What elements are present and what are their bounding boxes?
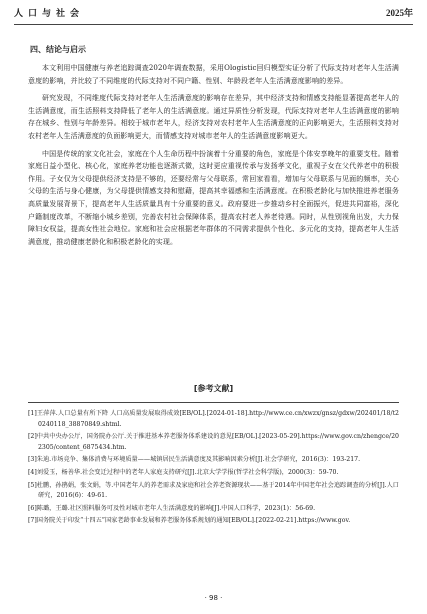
reference-item: [3]朱迪.市场竞争、集体消费与环境质量——城镇居民生活满意度及其影响因素分析[J].社会学研究，2016(3)：193-217. [28, 456, 361, 464]
references-rule [28, 402, 399, 403]
paragraph-2: 研究发现，不同维度代际支持对老年人生活满意度的影响存在差异，其中经济支持和情感支持能显著提高老年人的生活满意度，而生活照料支持降低了老年人的生活满意度。通过异质性分析发现，代际支持对老年人生活满意度的影响存在城乡、性别与年龄差异。相较于城市老年人，经济支持对农村老年人生活满意度的正向影响更大，生活照料支持对农村老年人生活满意度的负面影响更大，而情感支持对城市老年人的生活满意度影响更大。 [28, 94, 399, 140]
issue-year: 2025年 [385, 8, 413, 18]
reference-item: [2]中共中央办公厅，国务院办公厅.关于推进基本养老服务体系建设的意见[EB/OL].[2023-05-29].https://www.gov.cn/zhengce/202305/content_6875434.htm. [28, 433, 399, 451]
reference-item: [7]国务院关于印发“十四五”国家老龄事业发展和养老服务体系规划的通知[EB/OL].[2022-02-21].https://www.gov. [28, 517, 351, 525]
reference-list [28, 409, 399, 529]
references-title: [参考文献] [193, 384, 234, 393]
reference-item: [5]杜鹏，孙鹃娟，张文娟，等.中国老年人的养老需求及家庭和社会养老资源现状——基于2014年中国老年社会追踪调查的分析[J].人口研究，2016(6)：49-61. [28, 481, 399, 500]
section-title: 四、结论与启示 [30, 45, 86, 54]
page-number: · 98 · [204, 594, 223, 602]
paragraph-3: 中国是传统的家文化社会，家庭在个人生命历程中扮演着十分重要的角色，家庭是个体安享晚年的重要支柱。随着家庭日益小型化、核心化，家庭养老功能也逐渐式微，这时更应重视传承与发扬孝文化，重视子女在父代养老中的积极作用。子女仅为父母提供经济支持是不够的，还要经常与父母联系，常回家看看，增加与父母联系与见面的频率，关心父母的生活与身心健康，为父母提供情感支持和慰藉，提高其幸福感和生活满意度。在积极老龄化与加快推进养老服务高质量发展背景下，提高老年人生活质量具有十分重要的意义。政府要进一步推动乡村全面振兴，促进共同富裕，深化户籍制度改革，不断缩小城乡差别，完善农村社会保障体系，提高农村老人养老待遇。同时，从性别视角出发，大力保障妇女权益，提高女性社会地位。家庭和社会应根据老年群体的不同需求提供个性化、多元化的支持，提高老年人生活满意度，推动健康老龄化和积极老龄化的实现。 [28, 149, 399, 246]
paragraph-1: 本文利用中国健康与养老追踪调查2020年调查数据，采用Ologistic回归模型实证分析了代际支持对老年人生活满意度的影响，并比较了不同维度的代际支持对不同户籍、性别、年龄段老年人生活满意度影响的差异。 [28, 64, 399, 85]
reference-item: [6]陈璐，王璐.社区照料服务可及性对城市老年人生活满意度的影响[J].中国人口科学，2023(1)：56-69. [28, 504, 316, 512]
header-rule [14, 24, 413, 25]
body-text [28, 62, 399, 253]
journal-title: 人口与社会 [14, 9, 85, 19]
reference-item: [4]刘爱玉，杨善华.社会变迁过程中的老年人家庭支持研究[J].北京大学学报(哲学社会科学版)，2000(3)：59-70. [28, 468, 339, 476]
reference-item: [1]王萍萍.人口总量有所下降 人口高质量发展取得成效[EB/OL].[2024-01-18].http://www.ce.cn/xwzx/gnsz/gdxw/202401/18/t20240118_38870849.shtml. [28, 410, 399, 428]
running-header [0, 0, 427, 26]
